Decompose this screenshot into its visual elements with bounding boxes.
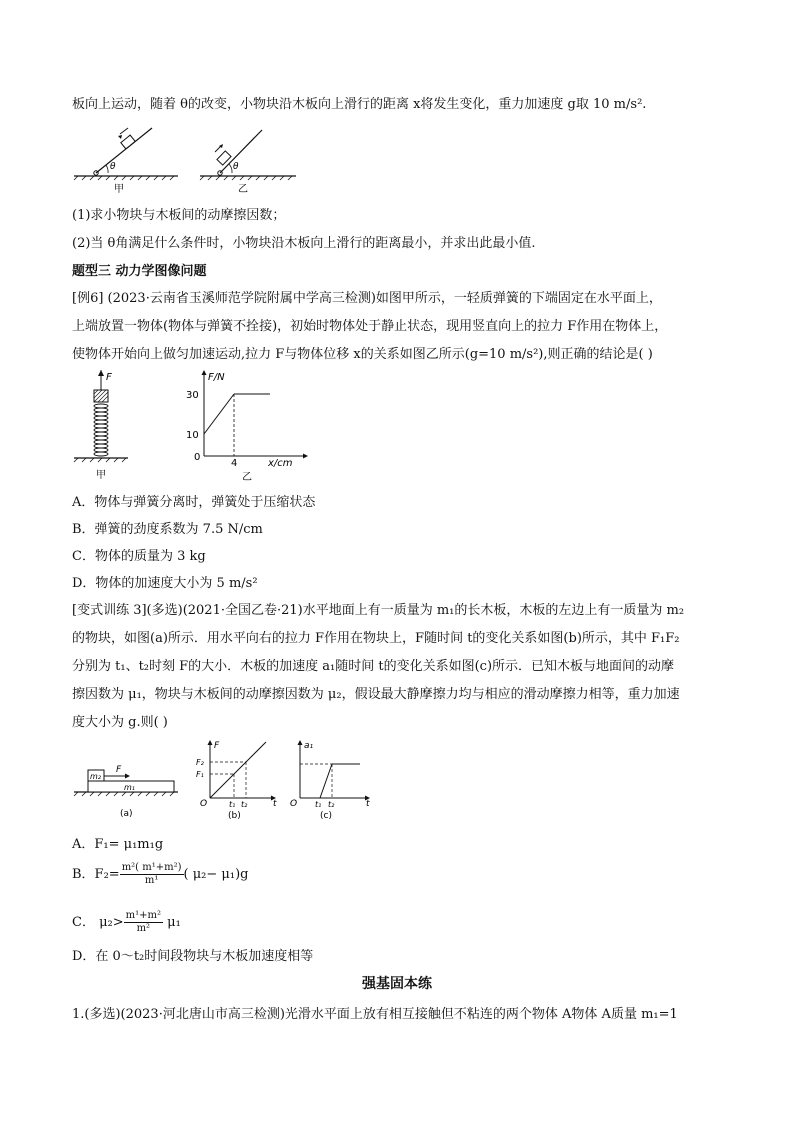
spring-label-jia: 甲 bbox=[96, 470, 106, 481]
fx-tick-30: 30 bbox=[186, 390, 199, 401]
variant3-line2: 的物块，如图(a)所示．用水平向右的拉力 F作用在物块上，F随时间 t的变化关系如图(b)所示，其中 F₁F₂ bbox=[72, 631, 680, 646]
board-m1-label: m₁ bbox=[124, 783, 135, 792]
fx-graph bbox=[186, 370, 308, 483]
option-v3a: A．F₁= μ₁m₁g bbox=[72, 837, 164, 852]
c-t-label: t bbox=[366, 799, 370, 809]
variant3-line3: 分别为 t₁、t₂时刻 F的大小．木板的加速度 a₁随时间 t的变化关系如图(c)所示．已知木板与地面间的动摩 bbox=[72, 659, 675, 674]
b-t-label: t bbox=[273, 799, 277, 809]
option-v3c-numerator: m¹+m² bbox=[125, 910, 162, 921]
caption-a: (a) bbox=[120, 809, 133, 819]
option-6b: B．弹簧的劲度系数为 7.5 N/cm bbox=[72, 522, 263, 537]
option-v3c-fraction bbox=[124, 910, 163, 935]
option-v3d: D．在 0～t₂时间段物块与木板加速度相等 bbox=[72, 949, 314, 964]
b-origin: O bbox=[200, 799, 208, 809]
figure-c bbox=[290, 740, 370, 821]
option-v3b-denominator: m¹ bbox=[144, 875, 159, 886]
caption-b: (b) bbox=[228, 811, 241, 821]
intro-text: 板向上运动，随着 θ的改变，小物块沿木板向上滑行的距离 x将发生变化，重力加速度 g取 10 m/s². bbox=[72, 97, 647, 112]
label-yi: 乙 bbox=[238, 184, 248, 195]
section-title: 题型三 动力学图像问题 bbox=[72, 264, 207, 279]
c-y-label: a₁ bbox=[304, 741, 314, 751]
option-v3c-prefix: C． μ₂> bbox=[72, 915, 124, 930]
option-v3c-denominator: m² bbox=[136, 923, 151, 934]
fx-line-rising bbox=[204, 394, 234, 434]
b-F2-label: F₂ bbox=[196, 758, 204, 767]
fx-y-axis-label: F/N bbox=[208, 372, 225, 383]
fx-x-axis-label: x/cm bbox=[268, 458, 293, 469]
block-m2-label: m₂ bbox=[90, 772, 101, 781]
spring-setup bbox=[74, 370, 128, 481]
theta-label-b: θ bbox=[233, 162, 239, 172]
practice-question-1: 1.(多选)(2023·河北唐山市高三检测)光滑水平面上放有相互接触但不粘连的两个物体 A物体 A质量 m₁=1 bbox=[72, 1007, 678, 1022]
option-v3b-numerator: m²( m¹+m²) bbox=[121, 862, 182, 873]
example6-line1: [例6] (2023·云南省玉溪师范学院附属中学高三检测)如图甲所示，一轻质弹簧的下端固定在水平面上， bbox=[72, 291, 662, 306]
option-6a: A．物体与弹簧分离时，弹簧处于压缩状态 bbox=[72, 495, 316, 510]
option-v3b-prefix: B．F₂= bbox=[72, 867, 120, 882]
b-F1-label: F₁ bbox=[196, 770, 204, 779]
figure-a bbox=[74, 765, 178, 819]
question-1: (1)求小物块与木板间的动摩擦因数； bbox=[72, 208, 286, 223]
fx-label-yi: 乙 bbox=[242, 472, 252, 483]
fx-origin: 0 bbox=[194, 452, 201, 463]
incline-b bbox=[200, 130, 296, 195]
option-6c: C．物体的质量为 3 kg bbox=[72, 549, 206, 564]
theta-label-a: θ bbox=[110, 162, 116, 172]
c-t2-label: t₂ bbox=[328, 800, 335, 809]
c-origin: O bbox=[290, 799, 298, 809]
figure-b bbox=[196, 740, 277, 821]
fx-tick-10: 10 bbox=[186, 430, 199, 441]
option-v3c-suffix: μ₁ bbox=[167, 915, 181, 930]
abc-figure bbox=[70, 736, 380, 824]
variant3-line1: [变式训练 3](多选)(2021·全国乙卷·21)水平地面上有一质量为 m₁的长木板，木板的左边上有一质量为 m₂ bbox=[72, 603, 685, 618]
force-label-a: F bbox=[116, 765, 122, 775]
example6-line3: 使物体开始向上做匀加速运动,拉力 F与物体位移 x的关系如图乙所示(g=10 m/s²),则正确的结论是( ) bbox=[72, 347, 653, 362]
caption-c: (c) bbox=[320, 811, 332, 821]
option-v3c bbox=[72, 910, 181, 935]
incline-figure bbox=[70, 124, 300, 196]
practice-heading: 强基固本练 bbox=[362, 976, 432, 992]
b-t2-label: t₂ bbox=[241, 800, 248, 809]
b-y-label: F bbox=[214, 741, 220, 751]
label-jia: 甲 bbox=[114, 184, 124, 195]
question-2: (2)当 θ角满足什么条件时，小物块沿木板向上滑行的距离最小，并求出此最小值. bbox=[72, 236, 536, 251]
b-t1-label: t₁ bbox=[229, 800, 236, 809]
option-v3b bbox=[72, 862, 248, 887]
spring-figure bbox=[70, 368, 320, 484]
variant3-line5: 度大小为 g.则( ) bbox=[72, 715, 168, 730]
incline-a bbox=[74, 128, 178, 195]
spring-force-label: F bbox=[106, 372, 112, 383]
fx-tick-4: 4 bbox=[231, 458, 238, 469]
option-6d: D．物体的加速度大小为 5 m/s² bbox=[72, 576, 258, 591]
option-v3b-fraction bbox=[120, 862, 184, 887]
example6-line2: 上端放置一物体(物体与弹簧不拴接)，初始时物体处于静止状态，现用竖直向上的拉力 F作用在物体上， bbox=[72, 319, 668, 334]
option-v3b-suffix: ( μ₂− μ₁)g bbox=[183, 867, 249, 882]
variant3-line4: 擦因数为 μ₁，物块与木板间的动摩擦因数为 μ₂，假设最大静摩擦力均与相应的滑动摩擦力相等，重力加速 bbox=[72, 687, 680, 702]
c-accel-rising bbox=[320, 764, 332, 798]
c-t1-label: t₁ bbox=[315, 800, 322, 809]
